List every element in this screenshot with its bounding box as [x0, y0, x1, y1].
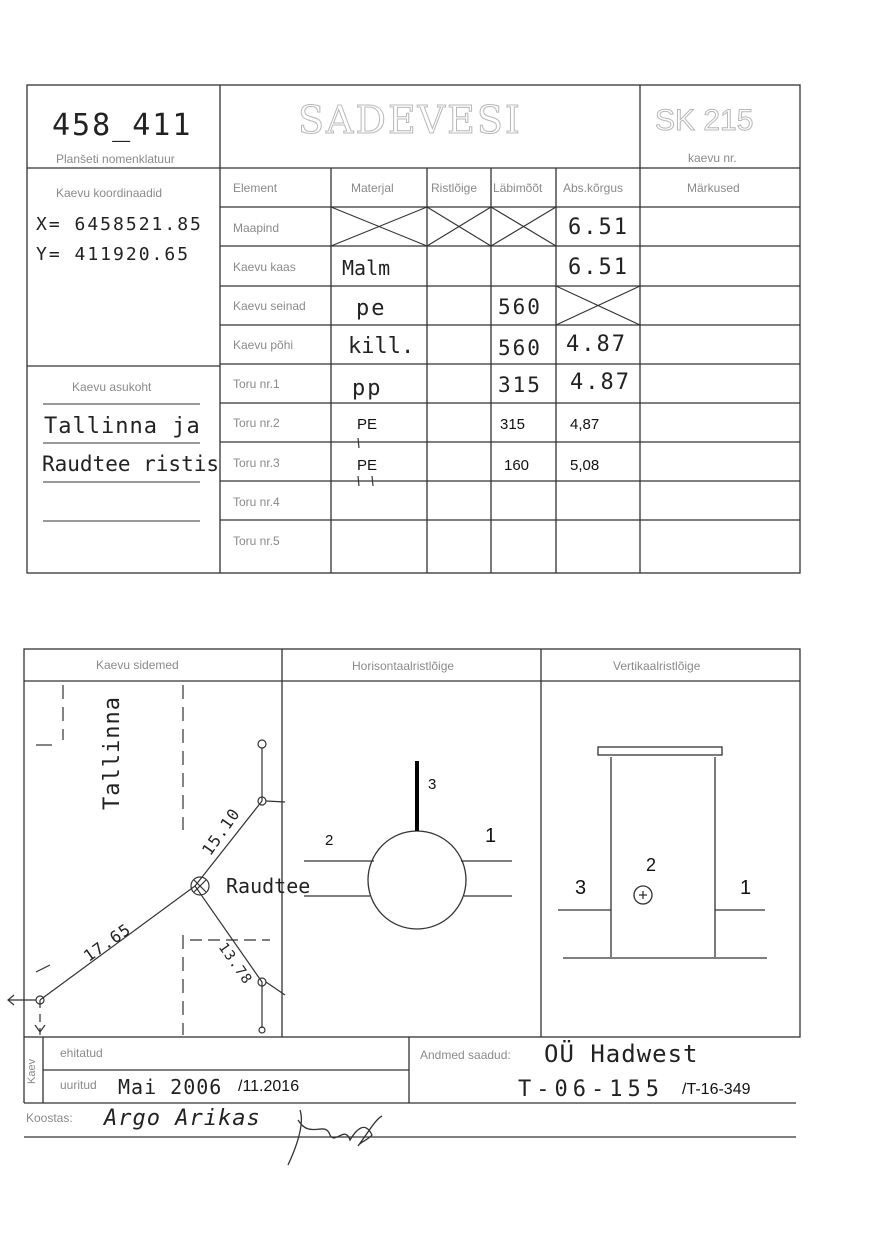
cell-toru2-diameter: 315 [500, 416, 526, 433]
col-notes: Märkused [687, 181, 740, 195]
horizontal-section-label: Horisontaalristlõige [352, 659, 455, 673]
coord-x: X= 6458521.85 [36, 214, 203, 235]
v-pipe-3-label: 3 [575, 877, 587, 899]
h-pipe-3-label: 3 [428, 776, 437, 793]
row-label-toru1: Toru nr.1 [233, 377, 280, 391]
location-line-1: Tallinna ja [44, 414, 201, 439]
cell-toru3-height: 5,08 [570, 457, 600, 474]
coords-label: Kaevu koordinaadid [56, 186, 163, 200]
source-extra: /T-16-349 [682, 1081, 751, 1098]
street-tallinna: Tallinna [100, 696, 125, 810]
links-label: Kaevu sidemed [96, 658, 179, 672]
col-element: Element [233, 181, 278, 195]
well-number-label: kaevu nr. [688, 151, 737, 165]
cell-pohi-height: 4.87 [566, 332, 627, 357]
cell-seinad-diameter: 560 [498, 295, 542, 319]
coord-y: Y= 411920.65 [36, 244, 191, 265]
distance-1: 15.10 [198, 804, 245, 859]
well-number-value: SK 215 [655, 104, 754, 137]
v-pipe-1-label: 1 [740, 877, 752, 899]
row-label-kaas: Kaevu kaas [233, 260, 296, 274]
cell-toru3-diameter: 160 [504, 457, 530, 474]
page-title: SADEVESI [298, 98, 522, 142]
cell-pohi-material: kill. [348, 334, 415, 359]
distance-2: 17.65 [80, 919, 135, 966]
cell-toru2-material: PE [357, 416, 378, 433]
built-label: ehitatud [60, 1046, 103, 1060]
cell-pohi-diameter: 560 [498, 336, 542, 360]
vertical-section-label: Vertikaalristlõige [613, 659, 701, 673]
nomenclature-value: 458_411 [52, 108, 193, 143]
author-label: Koostas: [26, 1111, 73, 1125]
cell-toru1-material: pp [352, 376, 383, 401]
row-label-maapind: Maapind [233, 221, 280, 235]
col-material: Materjal [351, 181, 394, 195]
cell-toru2-height: 4,87 [570, 416, 600, 433]
row-label-seinad: Kaevu seinad [233, 299, 306, 313]
surveyed-extra: /11.2016 [238, 1078, 300, 1095]
row-label-toru2: Toru nr.2 [233, 416, 280, 430]
source-value: OÜ Hadwest [544, 1040, 699, 1068]
kaev-side-label: Kaev [26, 1058, 38, 1084]
row-label-toru3: Toru nr.3 [233, 456, 280, 470]
street-raudtee: Raudtee [226, 874, 311, 898]
nomenclature-label: Planšeti nomenklatuur [56, 152, 175, 166]
location-label: Kaevu asukoht [72, 380, 152, 394]
cell-toru3-material: PE [357, 457, 378, 474]
cell-seinad-material: pe [356, 296, 387, 321]
row-label-toru5: Toru nr.5 [233, 534, 280, 548]
v-pipe-2-label: 2 [646, 855, 657, 875]
surveyed-value: Mai 2006 [118, 1075, 223, 1099]
cell-maapind-height: 6.51 [568, 215, 629, 240]
h-pipe-1-label: 1 [485, 825, 497, 847]
source-label: Andmed saadud: [420, 1048, 511, 1062]
col-abs-height: Abs.kõrgus [563, 181, 624, 195]
cell-toru1-diameter: 315 [498, 373, 542, 397]
cell-kaas-height: 6.51 [568, 255, 629, 280]
row-label-toru4: Toru nr.4 [233, 495, 280, 509]
col-cross-section: Ristlõige [431, 181, 478, 195]
h-pipe-2-label: 2 [325, 832, 334, 849]
author-value: Argo Arikas [104, 1106, 261, 1131]
location-line-2: Raudtee ristis [42, 452, 220, 476]
row-label-pohi: Kaevu põhi [233, 338, 294, 352]
surveyed-label: uuritud [60, 1078, 97, 1092]
cell-kaas-material: Malm [342, 256, 391, 280]
source-code: T-06-155 [518, 1077, 664, 1102]
distance-3: 13.78 [214, 940, 256, 988]
col-diameter: Läbimõõt [493, 181, 543, 195]
cell-toru1-height: 4.87 [570, 370, 631, 395]
